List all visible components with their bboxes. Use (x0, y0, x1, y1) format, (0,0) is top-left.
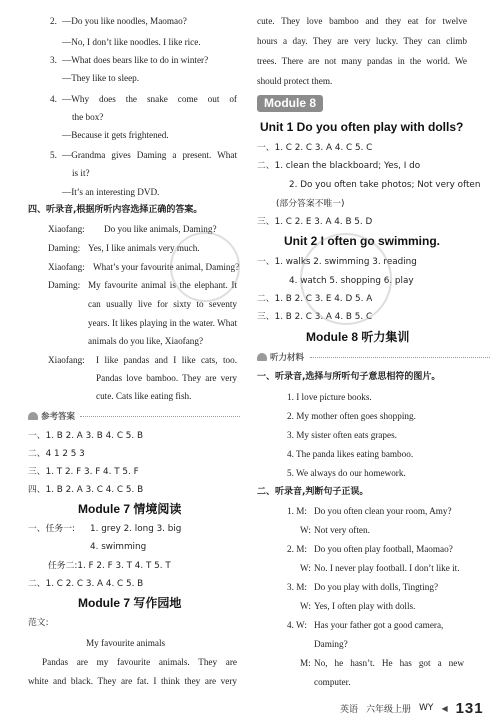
q5-answer: —It’s an interesting DVD. (62, 187, 160, 197)
listen-item-1: 1. I love picture books. (287, 392, 372, 402)
dialogue-line-1: Do you like animals, Daming? (104, 224, 217, 234)
q4-question-cont: the box? (72, 112, 104, 122)
module7-reading-heading: Module 7 情境阅读 (78, 502, 182, 516)
listen-item-4: 4. The panda likes eating bamboo. (287, 449, 414, 459)
q3-answer: —They like to sleep. (62, 73, 140, 83)
watermark-circle (300, 233, 392, 325)
watermark-circle-small (170, 232, 240, 302)
q2-answer: —No, I don’t like noodles. I like rice. (62, 37, 201, 47)
answer-line-1: 一、1. B 2. A 3. B 4. C 5. B (28, 431, 143, 441)
q3-question: —What does bears like to do in winter? (62, 55, 209, 65)
answers-divider (80, 416, 240, 417)
listen-item-5: 5. We always do our homework. (287, 468, 406, 478)
dialog2-w-text: No. I never play football. I don’t like it. (314, 563, 460, 573)
dialogue-line-5: I like pandas and I like cats, too. (96, 355, 237, 365)
chevron-left-icon: ◀ (441, 703, 448, 713)
dialog1-w-speaker: W: (300, 525, 311, 535)
footer-subject: 英语 (340, 704, 359, 715)
dialog3-w-text: Yes, I often play with dolls. (314, 601, 416, 611)
headphones-icon (257, 353, 267, 361)
dialogue-line-4-cont-1: can usually live for sixty to seventy (88, 299, 237, 309)
dialog4-w-text-cont: Daming? (314, 639, 348, 649)
dialog2-m-text: Do you often play football, Maomao? (314, 544, 453, 554)
answer-line-4: 四、1. B 2. A 3. C 4. C 5. B (28, 485, 144, 495)
listening-material-label: 听力材料 (270, 353, 305, 363)
dialogue-speaker-1: Xiaofang: (48, 224, 85, 234)
dialog3-w-speaker: W: (300, 601, 311, 611)
task1-answers-cont: 4. swimming (90, 542, 147, 552)
module8-badge: Module 8 (257, 95, 323, 112)
answer-line-2: 二、4 1 2 5 3 (28, 449, 85, 459)
dialog2-w-speaker: W: (300, 563, 311, 573)
essay-cont-4: should protect them. (257, 76, 333, 86)
page-number: 131 (455, 699, 484, 717)
unit1-answer-c: 三、1. C 2. E 3. A 4. B 5. D (257, 217, 373, 227)
dialogue-line-4: My favourite animal is the elephant. It (88, 280, 237, 290)
essay-cont-2: hours a day. They are very lucky. They can climb (257, 36, 467, 46)
listening-divider (310, 357, 490, 358)
dialog1-w-text: Not very often. (314, 525, 370, 535)
dialogue-speaker-3: Xiaofang: (48, 262, 85, 272)
dialog1-m-speaker: 1. M: (287, 506, 307, 516)
unit2-answer-c: 三、1. B 2. C 3. A 4. B 5. C (257, 312, 373, 322)
unit2-heading: Unit 2 I often go swimming. (284, 234, 440, 248)
q5-question-cont: is it? (72, 168, 90, 178)
dialog4-m-text: No, he hasn’t. He has got a new (314, 658, 464, 668)
dialog4-m-text-cont: computer. (314, 677, 351, 687)
task1-label: 一、任务一: (28, 524, 75, 534)
section-one-heading: 一、听录音,选择与所听句子意思相符的图片。 (257, 372, 441, 382)
unit1-answer-b2: 2. Do you often take photos; Not very often (289, 180, 481, 190)
module7-writing-heading: Module 7 写作园地 (78, 596, 182, 610)
dialog3-m-text: Do you play with dolls, Tingting? (314, 582, 439, 592)
unit2-answer-a1: 一、1. walks 2. swimming 3. reading (257, 257, 417, 267)
dialogue-line-4-cont-3: animals do you like, Xiaofang? (88, 336, 204, 346)
dialogue-line-5-cont-2: cute. Cats like eating fish. (96, 391, 192, 401)
answer-two: 二、1. C 2. C 3. A 4. C 5. B (28, 579, 144, 589)
dialog1-m-text: Do you often clean your room, Amy? (314, 506, 452, 516)
footer-edition: WY (419, 703, 434, 713)
essay-cont-3: trees. There are not many pandas in the world. We (257, 56, 467, 66)
dialogue-line-3: What’s your favourite animal, Daming? (93, 262, 240, 272)
q4-answer: —Because it gets frightened. (62, 130, 169, 140)
dialogue-line-2: Yes, I like animals very much. (88, 243, 200, 253)
q4-number: 4. (50, 94, 57, 104)
q2-question: —Do you like noodles, Maomao? (62, 16, 187, 26)
q5-number: 5. (50, 150, 57, 160)
task2-answers: 任务二:1. F 2. F 3. T 4. T 5. T (48, 561, 171, 571)
footer-grade: 六年级上册 (366, 704, 412, 715)
dialog3-m-speaker: 3. M: (287, 582, 307, 592)
dialog4-w-text: Has your father got a good camera, (314, 620, 444, 630)
unit2-answer-b: 二、1. B 2. C 3. E 4. D 5. A (257, 294, 373, 304)
answer-line-3: 三、1. T 2. F 3. F 4. T 5. F (28, 467, 139, 477)
essay-cont-1: cute. They love bamboo and they eat for twelve (257, 16, 467, 26)
unit1-heading: Unit 1 Do you often play with dolls? (260, 120, 464, 134)
dialog4-w-speaker: 4. W: (287, 620, 307, 630)
dialogue-line-5-cont-1: Pandas love bamboo. They are very (96, 373, 237, 383)
unit2-answer-a2: 4. watch 5. shopping 6. play (289, 276, 414, 286)
essay-line-2: white and black. They are fat. I think they are very (28, 676, 237, 686)
dialogue-speaker-4: Daming: (48, 280, 81, 290)
page-footer (340, 699, 500, 717)
q3-number: 3. (50, 55, 57, 65)
task1-answers: 1. grey 2. long 3. big (90, 524, 182, 534)
dialogue-line-4-cont-2: years. It likes playing in the water. What (88, 318, 237, 328)
essay-line-1: Pandas are my favourite animals. They are (42, 657, 237, 667)
answers-tag (28, 410, 75, 422)
unit1-answer-a: 一、1. C 2. C 3. A 4. C 5. C (257, 143, 373, 153)
dialogue-speaker-5: Xiaofang: (48, 355, 85, 365)
answers-tag-label: 参考答案 (41, 412, 76, 422)
essay-title: My favourite animals (86, 638, 166, 648)
book-icon (28, 412, 38, 420)
unit1-answer-b1: 二、1. clean the blackboard; Yes, I do (257, 161, 421, 171)
section-two-heading: 二、听录音,判断句子正误。 (257, 487, 369, 497)
dialogue-speaker-2: Daming: (48, 243, 81, 253)
listen-item-3: 3. My sister often eats grapes. (287, 430, 397, 440)
dialog4-m-speaker: M: (300, 658, 311, 668)
listen-item-2: 2. My mother often goes shopping. (287, 411, 416, 421)
q5-question: —Grandma gives Daming a present. What (62, 150, 237, 160)
q4-question: —Why does the snake come out of (62, 94, 237, 104)
dialog2-m-speaker: 2. M: (287, 544, 307, 554)
q2-number: 2. (50, 16, 57, 26)
section-four-heading: 四、听录音,根据所听内容选择正确的答案。 (28, 205, 203, 215)
unit1-answer-note: (部分答案不唯一) (276, 199, 345, 209)
module8-listening-heading: Module 8 听力集训 (306, 330, 410, 344)
sample-essay-label: 范文: (28, 618, 49, 628)
listening-material-tag (257, 351, 304, 363)
